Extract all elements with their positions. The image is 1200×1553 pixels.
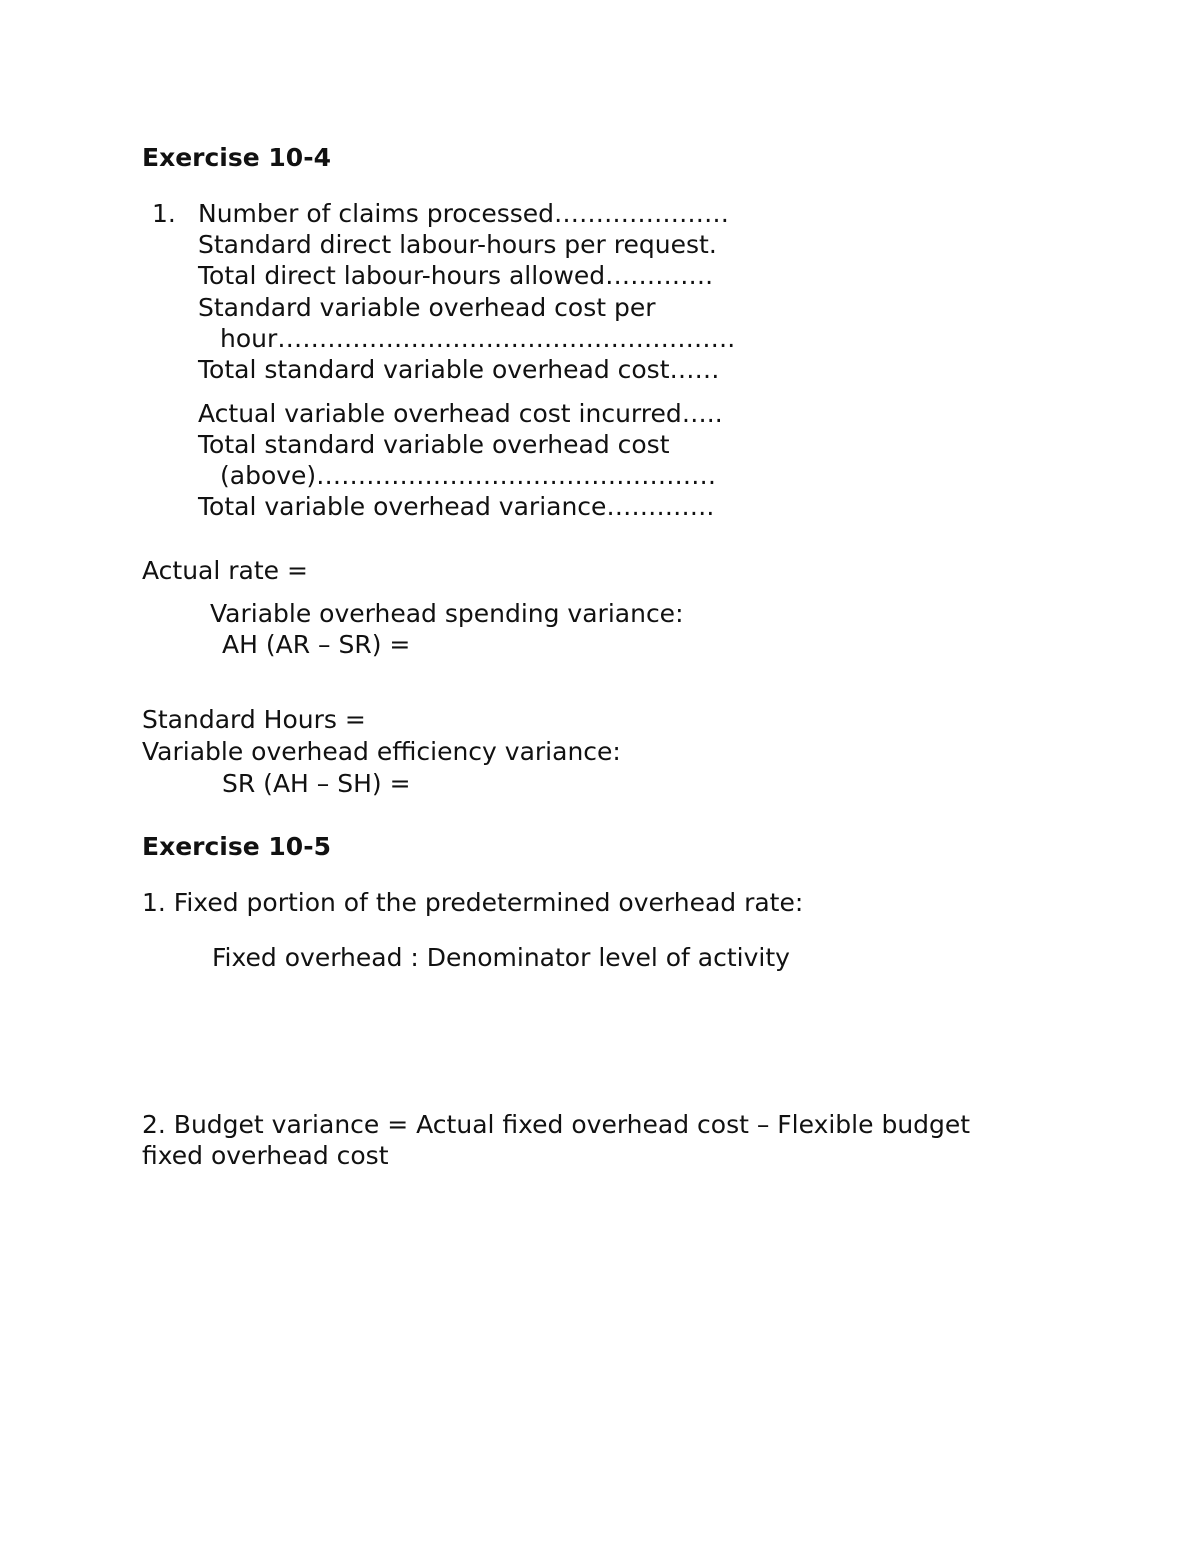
fixed-portion-item: 1. Fixed portion of the predetermined overhead rate: — [142, 888, 804, 917]
total-hours-allowed-line: Total direct labour-hours allowed…………. — [198, 261, 714, 290]
budget-variance-item: 2. Budget variance = Actual fixed overhead cost – Flexible budget — [142, 1110, 971, 1139]
actual-overhead-incurred-line: Actual variable overhead cost incurred….. — [198, 399, 723, 428]
exercise-10-5-heading: Exercise 10-5 — [142, 832, 331, 861]
claims-processed-line: Number of claims processed………………… — [198, 199, 730, 228]
actual-rate-label: Actual rate = — [142, 556, 308, 585]
spending-variance-formula: AH (AR – SR) = — [222, 630, 411, 659]
efficiency-variance-label: Variable overhead efficiency variance: — [142, 737, 621, 766]
total-standard-overhead-line: Total standard variable overhead cost…… — [198, 355, 720, 384]
spending-variance-label: Variable overhead spending variance: — [210, 599, 684, 628]
total-overhead-variance-line: Total variable overhead variance…………. — [198, 492, 715, 521]
budget-variance-item-cont: fixed overhead cost — [142, 1141, 389, 1170]
total-standard-overhead-above-line: Total standard variable overhead cost — [198, 430, 670, 459]
standard-hours-label: Standard Hours = — [142, 705, 366, 734]
fixed-overhead-formula: Fixed overhead : Denominator level of activity — [212, 943, 790, 972]
item-number: 1. — [152, 199, 176, 228]
exercise-10-4-heading: Exercise 10-4 — [142, 143, 331, 172]
standard-hours-per-request-line: Standard direct labour-hours per request. — [198, 230, 717, 259]
standard-overhead-rate-line-cont: hour………………………………………………. — [220, 324, 736, 353]
standard-overhead-rate-line: Standard variable overhead cost per — [198, 293, 656, 322]
efficiency-variance-formula: SR (AH – SH) = — [222, 769, 411, 798]
total-standard-overhead-above-line-cont: (above)………………………………………… — [220, 461, 717, 490]
